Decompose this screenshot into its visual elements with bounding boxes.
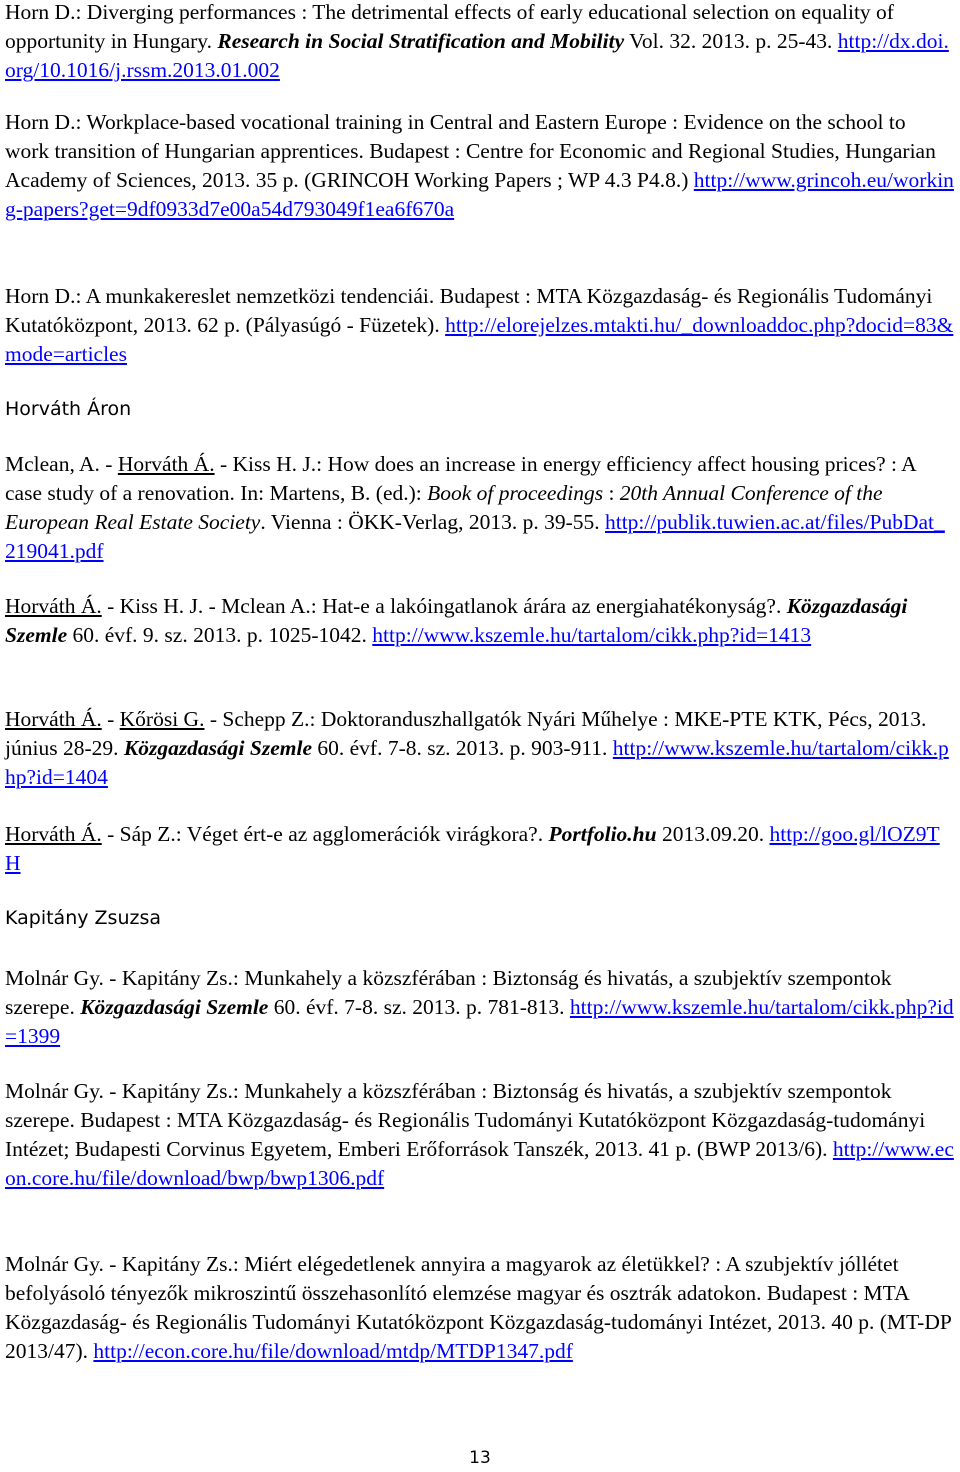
page-number: 13 — [469, 1448, 491, 1468]
reference-text: Horn D.: Diverging performances : The detrimental effects of early educational selection on equality of opportunity in Hungary. — [5, 0, 894, 53]
reference-text: Molnár Gy. - Kapitány Zs.: Miért elégedetlenek annyira a magyarok az életükkel? : A szubjektív jóllétet befolyásoló tényezők mikroszintű összehasonlító elemzése magyar és osztrák adatokon. Budapest : MTA Közgazdaság- és Regionális Tudományi Kutatóközpont Közgazdaság-tudományi Intézet, 2013. 40 p. (MT-DP 2013/47). — [5, 1252, 952, 1363]
reference-text: . Vienna : ÖKK-Verlag, 2013. p. 39-55. — [260, 510, 605, 534]
reference-text: Horn D.: A munkakereslet nemzetközi tendenciái. Budapest : MTA Közgazdaság- és Regionális Tudományi Kutatóközpont, 2013. 62 p. (Pályasúgó - Füzetek). — [5, 284, 933, 337]
reference-text: Molnár Gy. - Kapitány Zs.: Munkahely a közszférában : Biztonság és hivatás, a szubjektív szempontok szerepe. Budapest : MTA Közgazdaság- és Regionális Tudományi Kutatóközpont Közgazdaság-tudományi Intézet; Budapesti Corvinus Egyetem, Emberi Erőforrások Tanszék, 2013. 41 p. (BWP 2013/6). — [5, 1079, 926, 1161]
reference-text: 60. évf. 9. sz. 2013. p. 1025-1042. — [67, 623, 373, 647]
reference-text: - — [101, 707, 120, 731]
author-name: Kőrösi G. — [119, 707, 205, 731]
reference-text: 2013.09.20. — [656, 822, 770, 846]
reference-text: 60. évf. 7-8. sz. 2013. p. 781-813. — [268, 995, 570, 1019]
section-heading: Kapitány Zsuzsa — [5, 907, 161, 929]
author-name: Horváth Á. — [5, 594, 102, 618]
reference-text: - Schepp Z.: Doktoranduszhallgatók Nyári Műhelye : MKE-PTE KTK, Pécs, 2013. június 28-29. — [5, 707, 927, 760]
reference-entry — [5, 450, 955, 566]
reference-text: : — [603, 481, 620, 505]
journal-title: Közgazdasági Szemle — [5, 594, 908, 647]
reference-text: - Kiss H. J. - Mclean A.: Hat-e a lakóingatlanok árára az energiahatékonyság?. — [101, 594, 787, 618]
reference-text: - Kiss H. J.: How does an increase in energy efficiency affect housing prices? : A case study of a renovation. In: Martens, B. (ed.): — [5, 452, 916, 505]
reference-entry — [5, 0, 955, 85]
reference-text: - Sáp Z.: Véget ért-e az agglomerációk virágkora?. — [101, 822, 549, 846]
reference-entry — [5, 820, 955, 878]
reference-link[interactable]: http://dx.doi.org/10.1016/j.rssm.2013.01.002 — [5, 29, 949, 82]
author-name: Horváth Á. — [5, 822, 102, 846]
reference-entry — [5, 108, 955, 224]
reference-entry — [5, 964, 955, 1051]
reference-link[interactable]: http://www.kszemle.hu/tartalom/cikk.php?id=1413 — [372, 623, 812, 647]
reference-entry — [5, 592, 955, 650]
reference-text: Vol. 32. 2013. p. 25-43. — [624, 29, 838, 53]
reference-link[interactable]: http://www.econ.core.hu/file/download/bwp/bwp1306.pdf — [5, 1137, 954, 1190]
reference-link[interactable]: http://publik.tuwien.ac.at/files/PubDat_219041.pdf — [5, 510, 945, 563]
journal-title: Közgazdasági Szemle — [123, 736, 313, 760]
journal-title: Közgazdasági Szemle — [80, 995, 269, 1019]
reference-entry — [5, 1250, 955, 1366]
reference-text: Molnár Gy. - Kapitány Zs.: Munkahely a közszférában : Biztonság és hivatás, a szubjektív szempontok szerepe. — [5, 966, 892, 1019]
publication-title: 20th Annual Conference of the European Real Estate Society — [5, 481, 883, 534]
reference-link[interactable]: http://www.kszemle.hu/tartalom/cikk.php?id=1399 — [5, 995, 954, 1048]
reference-link[interactable]: http://www.grincoh.eu/working-papers?get=9df0933d7e00a54d793049f1ea6f670a — [5, 168, 954, 221]
reference-link[interactable]: http://goo.gl/lOZ9TH — [5, 822, 940, 875]
journal-title: Portfolio.hu — [548, 822, 657, 846]
reference-entry — [5, 282, 955, 369]
reference-link[interactable]: http://elorejelzes.mtakti.hu/_downloaddoc.php?docid=83&mode=articles — [5, 313, 954, 366]
reference-text: Mclean, A. - — [5, 452, 118, 476]
reference-link[interactable]: http://econ.core.hu/file/download/mtdp/MTDP1347.pdf — [93, 1339, 573, 1363]
reference-text: 60. évf. 7-8. sz. 2013. p. 903-911. — [312, 736, 613, 760]
reference-text: Horn D.: Workplace-based vocational training in Central and Eastern Europe : Evidence on the school to work transition of Hungarian apprentices. Budapest : Centre for Economic and Regional Studies, Hungarian Academy of Sciences, 2013. 35 p. (GRINCOH Working Papers ; WP 4.3 P4.8.) — [5, 110, 936, 192]
journal-title: Research in Social Stratification and Mobility — [217, 29, 625, 53]
publication-title: Book of proceedings — [427, 481, 604, 505]
author-name: Horváth Á. — [5, 707, 102, 731]
reference-entry — [5, 705, 955, 792]
section-heading: Horváth Áron — [5, 398, 132, 420]
reference-link[interactable]: http://www.kszemle.hu/tartalom/cikk.php?id=1404 — [5, 736, 949, 789]
reference-entry — [5, 1077, 955, 1193]
author-name: Horváth Á. — [117, 452, 215, 476]
